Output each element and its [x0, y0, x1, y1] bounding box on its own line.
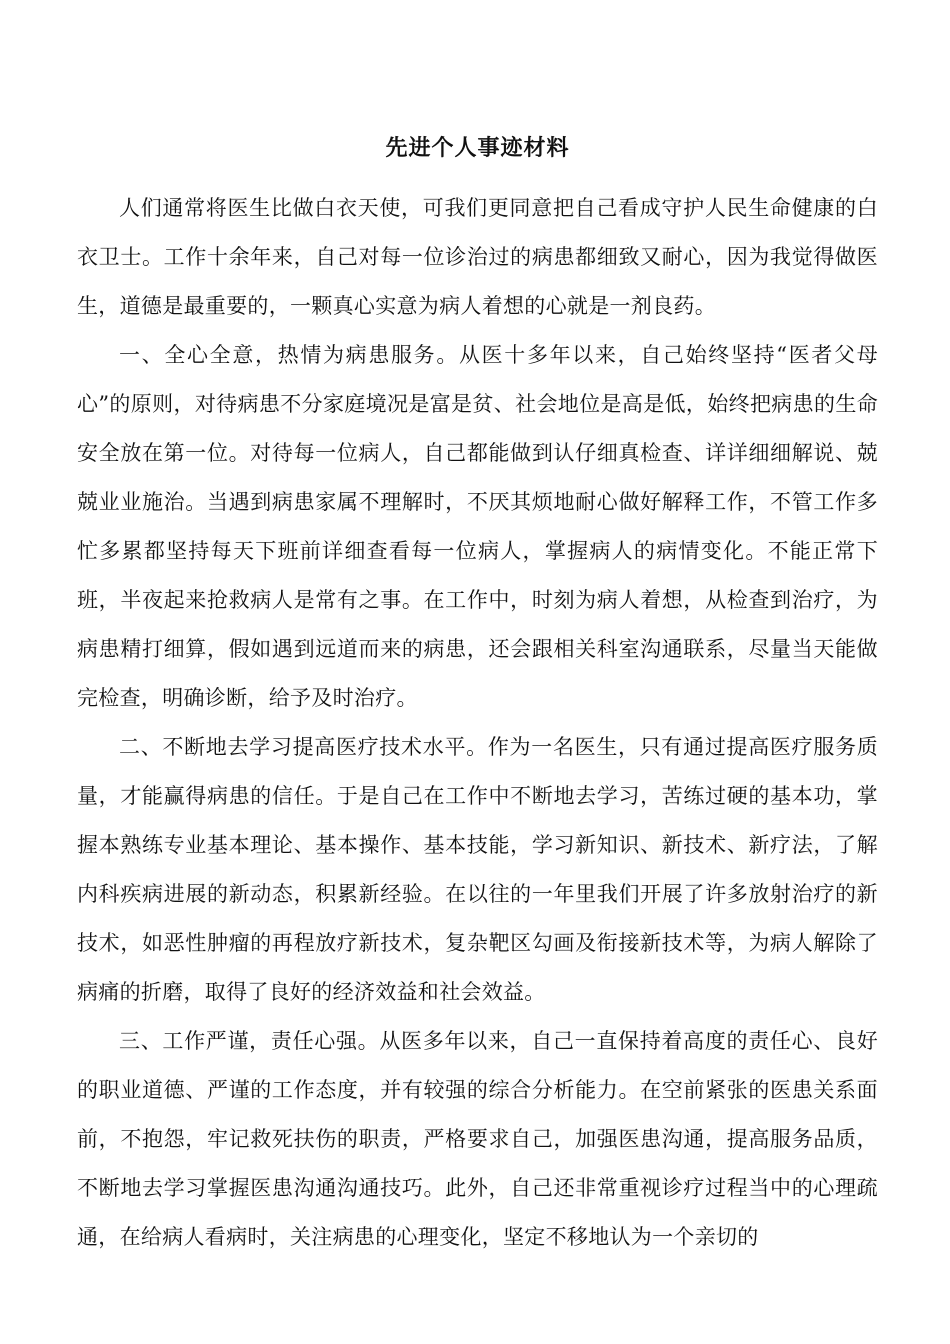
document-title: 先进个人事迹材料 [385, 135, 570, 161]
paragraph-intro: 人们通常将医生比做白衣天使，可我们更同意把自己看成守护人民生命健康的白衣卫士。工作十余年来，自己对每一位诊治过的病患都细致又耐心，因为我觉得做医生，道德是最重要的，一颗真心实意为病人着想的心就是一剂良药。 [77, 196, 878, 318]
paragraph-section-1: 一、全心全意，热情为病患服务。从医十多年以来，自己始终坚持“医者父母心”的原则，对待病患不分家庭境况是富是贫、社会地位是高是低，始终把病患的生命安全放在第一位。对待每一位病人，自己都能做到认仔细真检查、详详细细解说、兢兢业业施治。当遇到病患家属不理解时，不厌其烦地耐心做好解释工作，不管工作多忙多累都坚持每天下班前详细查看每一位病人，掌握病人的病情变化。不能正常下班，半夜起来抢救病人是常有之事。在工作中，时刻为病人着想，从检查到治疗，为病患精打细算，假如遇到远道而来的病患，还会跟相关科室沟通联系，尽量当天能做完检查，明确诊断，给予及时治疗。 [77, 343, 878, 710]
paragraph-section-3: 三、工作严谨，责任心强。从医多年以来，自己一直保持着高度的责任心、良好的职业道德、严谨的工作态度，并有较强的综合分析能力。在空前紧张的医患关系面前，不抱怨，牢记救死扶伤的职责，严格要求自己，加强医患沟通，提高服务品质，不断地去学习掌握医患沟通沟通技巧。此外，自己还非常重视诊疗过程当中的心理疏通，在给病人看病时，关注病患的心理变化，坚定不移地认为一个亲切的 [77, 1029, 878, 1249]
paragraph-section-2: 二、不断地去学习提高医疗技术水平。作为一名医生，只有通过提高医疗服务质量，才能赢得病患的信任。于是自己在工作中不断地去学习，苦练过硬的基本功，掌握本熟练专业基本理论、基本操作、基本技能，学习新知识、新技术、新疗法，了解内科疾病进展的新动态，积累新经验。在以往的一年里我们开展了许多放射治疗的新技术，如恶性肿瘤的再程放疗新技术，复杂靶区勾画及衔接新技术等，为病人解除了病痛的折磨，取得了良好的经济效益和社会效益。 [77, 735, 878, 1004]
